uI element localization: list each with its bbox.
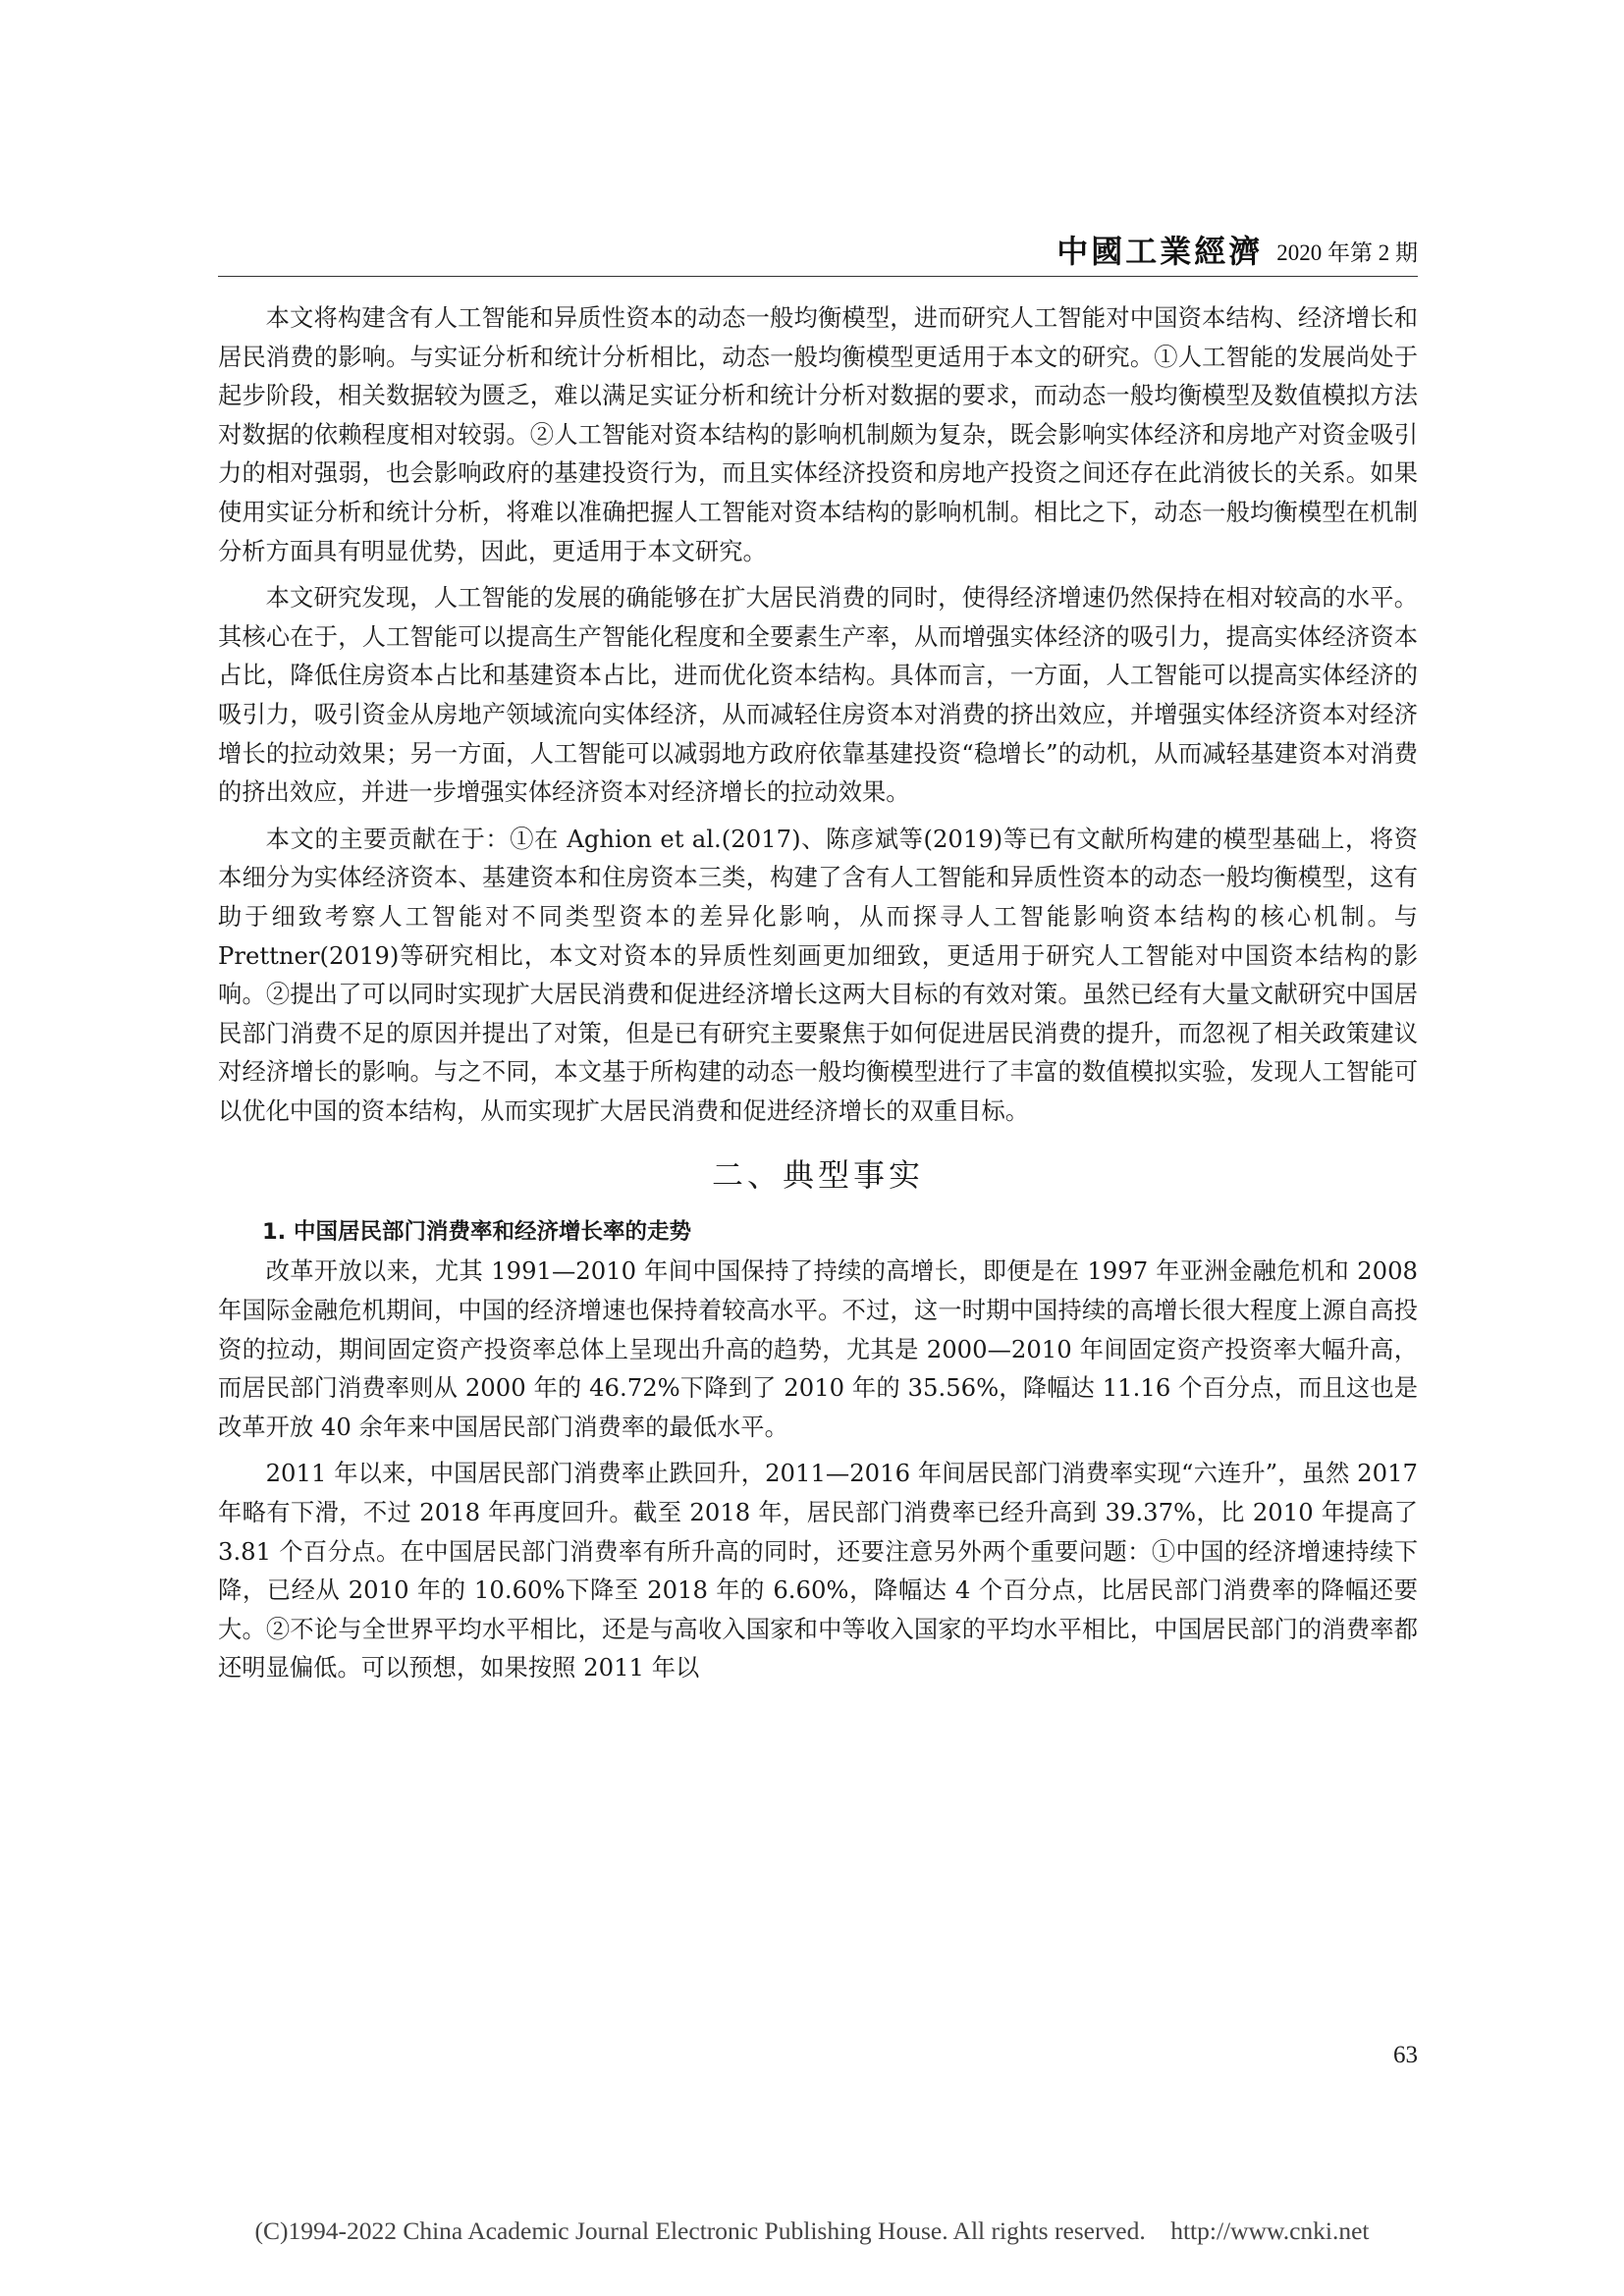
header-rule (218, 276, 1418, 277)
paragraph-4: 改革开放以来，尤其 1991—2010 年间中国保持了持续的高增长，即便是在 1997 年亚洲金融危机和 2008 年国际金融危机期间，中国的经济增速也保持着较高水平。不过，这一时期中国持续的高增长很大程度上源自高投资的拉动，期间固定资产投资率总体上呈现出升高的趋势，尤其是 2000—2010 年间固定资产投资率大幅升高，而居民部门消费率则从 2000 年的 46.72%下降到了 2010 年的 35.56%，降幅达 11.16 个百分点，而且这也是改革开放 40 余年来中国居民部门消费率的最低水平。 (218, 1256, 1418, 1441)
paragraph-1: 本文将构建含有人工智能和异质性资本的动态一般均衡模型，进而研究人工智能对中国资本结构、经济增长和居民消费的影响。与实证分析和统计分析相比，动态一般均衡模型更适用于本文的研究。①人工智能的发展尚处于起步阶段，相关数据较为匮乏，难以满足实证分析和统计分析对数据的要求，而动态一般均衡模型及数值模拟方法对数据的依赖程度相对较弱。②人工智能对资本结构的影响机制颇为复杂，既会影响实体经济和房地产对资金吸引力的相对强弱，也会影响政府的基建投资行为，而且实体经济投资和房地产投资之间还存在此消彼长的关系。如果使用实证分析和统计分析，将难以准确把握人工智能对资本结构的影响机制。相比之下，动态一般均衡模型在机制分析方面具有明显优势，因此，更适用于本文研究。 (218, 303, 1418, 565)
paragraph-5: 2011 年以来，中国居民部门消费率止跌回升，2011—2016 年间居民部门消费率实现“六连升”，虽然 2017 年略有下滑，不过 2018 年再度回升。截至 2018 年，居民部门消费率已经升高到 39.37%，比 2010 年提高了 3.81 个百分点。在中国居民部门消费率有所升高的同时，还要注意另外两个重要问题：①中国的经济增速持续下降，已经从 2010 年的 10.60%下降至 2018 年的 6.60%，降幅达 4 个百分点，比居民部门消费率的降幅还要大。②不论与全世界平均水平相比，还是与高收入国家和中等收入国家的平均水平相比，中国居民部门的消费率都还明显偏低。可以预想，如果按照 2011 年以 (218, 1459, 1418, 1682)
paragraph-2: 本文研究发现，人工智能的发展的确能够在扩大居民消费的同时，使得经济增速仍然保持在相对较高的水平。其核心在于，人工智能可以提高生产智能化程度和全要素生产率，从而增强实体经济的吸引力，提高实体经济资本占比，降低住房资本占比和基建资本占比，进而优化资本结构。具体而言，一方面，人工智能可以提高实体经济的吸引力，吸引资金从房地产领域流向实体经济，从而减轻住房资本对消费的挤出效应，并增强实体经济资本对经济增长的拉动效果；另一方面，人工智能可以减弱地方政府依靠基建投资“稳增长”的动机，从而减轻基建资本对消费的挤出效应，并进一步增强实体经济资本对经济增长的拉动效果。 (218, 583, 1418, 807)
running-header (218, 232, 1418, 271)
section-heading: 二、典型事实 (711, 1156, 924, 1195)
copyright-footer: (C)1994-2022 China Academic Journal Electronic Publishing House. All rights reserved. http://www.cnki.net (254, 2216, 1370, 2245)
page-number: 63 (1393, 2042, 1418, 2068)
paragraph-3: 本文的主要贡献在于：①在 Aghion et al.(2017)、陈彦斌等(2019)等已有文献所构建的模型基础上，将资本细分为实体经济资本、基建资本和住房资本三类，构建了含有人工智能和异质性资本的动态一般均衡模型，这有助于细致考察人工智能对不同类型资本的差异化影响，从而探寻人工智能影响资本结构的核心机制。与 Prettner(2019)等研究相比，本文对资本的异质性刻画更加细致，更适用于研究人工智能对中国资本结构的影响。②提出了可以同时实现扩大居民消费和促进经济增长这两大目标的有效对策。虽然已经有大量文献研究中国居民部门消费不足的原因并提出了对策，但是已有研究主要聚焦于如何促进居民消费的提升，而忽视了相关政策建议对经济增长的影响。与之不同，本文基于所构建的动态一般均衡模型进行了丰富的数值模拟实验，发现人工智能可以优化中国的资本结构，从而实现扩大居民消费和促进经济增长的双重目标。 (218, 824, 1418, 1125)
article-body (218, 298, 1418, 1687)
issue-label: 2020 年第 2 期 (1276, 240, 1418, 265)
subsection-heading: 1. 中国居民部门消费率和经济增长率的走势 (262, 1219, 692, 1246)
journal-title: 中國工業經濟 (1056, 233, 1264, 270)
